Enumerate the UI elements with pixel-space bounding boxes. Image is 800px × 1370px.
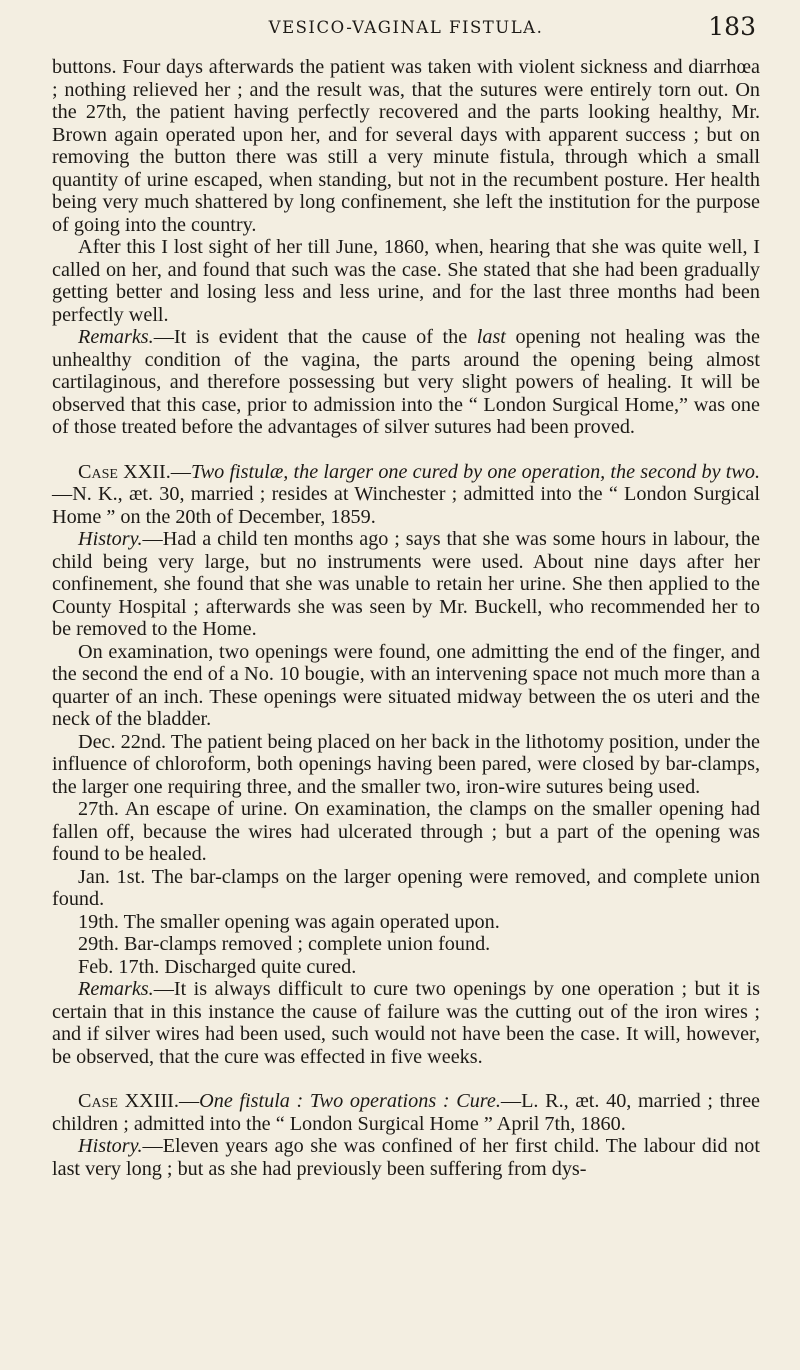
text-segment: —It is always difficult to cure two openings by one operation ; but it is certain that in this instance the cause of failure was the cutting out of the iron wires ; and if silver wires had been used, such would not have been the case. It will, however, be observed, that the cure was effected in five weeks.: [52, 978, 760, 1068]
paragraph-p2: [52, 236, 760, 326]
paragraph-p13: [52, 978, 760, 1068]
text-segment: XXII.—: [117, 460, 191, 483]
text-segment: Remarks.: [78, 978, 154, 1000]
text-segment: One fistula : Two operations : Cure.: [199, 1090, 501, 1112]
text-segment: XXIII.—: [117, 1090, 200, 1112]
paragraph-p7: [52, 731, 760, 799]
text-segment: Case: [78, 460, 118, 483]
paragraph-p8: [52, 798, 760, 866]
text-segment: History.: [78, 1135, 143, 1157]
paragraph-p5: [52, 528, 760, 641]
text-segment: Jan. 1st. The bar-clamps on the larger opening were removed, and complete union found.: [52, 865, 760, 910]
text-segment: —Eleven years ago she was confined of her first child. The labour did not last very long ; but as she had previously been suffering from dys-: [52, 1135, 760, 1180]
text-segment: 19th. The smaller opening was again operated upon.: [78, 910, 500, 933]
body-text: [52, 56, 760, 1180]
text-segment: last: [476, 326, 506, 348]
paragraph-p11: [52, 933, 760, 956]
paragraph-p15: [52, 1135, 760, 1180]
text-segment: —L. R., æt. 40, married ; three children ; admitted into the “ London Surgical Home ” April 7th, 1860.: [52, 1090, 760, 1135]
paragraph-p1: [52, 56, 760, 236]
text-segment: —N. K., æt. 30, married ; resides at Winchester ; admitted into the “ London Surgical Home ” on the 20th of December, 1859.: [52, 483, 760, 528]
running-head: [52, 12, 760, 56]
text-segment: 27th. An escape of urine. On examination, the clamps on the smaller opening had fallen off, because the wires had ulcerated through ; but a part of the opening was found to be healed.: [52, 798, 760, 865]
text-segment: Remarks.: [78, 326, 154, 348]
text-segment: opening not healing was the unhealthy condition of the vagina, the parts around the opening being almost cartilaginous, and therefore possessing but very slight powers of healing. It will be observed that this case, prior to admission into the “ London Surgical Home,” was one of those treated before the advantages of silver sutures had been proved.: [52, 326, 760, 438]
page-number: 183: [708, 12, 756, 41]
text-segment: Case: [78, 1090, 118, 1112]
text-segment: —Had a child ten months ago ; says that she was some hours in labour, the child being very large, but no instruments were used. About nine days after her confinement, she found that she was unable to retain her urine. She then applied to the County Hospital ; afterwards she was seen by Mr. Buckell, who recommended her to be removed to the Home.: [52, 528, 760, 640]
text-segment: After this I lost sight of her till June, 1860, when, hearing that she was quite well, I called on her, and found that such was the case. She stated that she had been gradually getting better and losing less and less urine, and for the last three months had been perfectly well.: [52, 236, 760, 326]
text-segment: Two fistulæ, the larger one cured by one operation, the second by two.: [190, 460, 761, 483]
text-segment: Dec. 22nd. The patient being placed on her back in the lithotomy position, under the influence of chloroform, both openings having been pared, were closed by bar-clamps, the larger one requiring three, and the smaller two, iron-wire sutures being used.: [52, 730, 760, 798]
running-title: VESICO-VAGINAL FISTULA.: [268, 18, 544, 37]
paragraph-p14: [52, 1090, 760, 1135]
text-segment: 29th. Bar-clamps removed ; complete union found.: [78, 933, 491, 955]
paragraph-p4: [52, 461, 760, 529]
paragraph-p10: [52, 911, 760, 934]
paragraph-p12: [52, 956, 760, 979]
paragraph-p9: [52, 866, 760, 911]
paragraph-p3: [52, 326, 760, 439]
text-segment: —It is evident that the cause of the: [153, 326, 477, 348]
text-segment: buttons. Four days afterwards the patient was taken with violent sickness and diarrhœa ; nothing relieved her ; and the result was, that the sutures were entirely torn out. On the 27th, the patient having perfectly recovered and the parts looking healthy, Mr. Brown again operated upon her, and for several days with apparent success ; but on removing the button there was still a very minute fistula, through which a small quantity of urine escaped, when standing, but not in the recumbent posture. Her health being very much shattered by long confinement, she left the institution for the purpose of going into the country.: [52, 56, 760, 236]
text-segment: On examination, two openings were found, one admitting the end of the finger, and the second the end of a No. 10 bougie, with an intervening space not much more than a quarter of an inch. These openings were situated midway between the os uteri and the neck of the bladder.: [52, 640, 760, 730]
text-segment: Feb. 17th. Discharged quite cured.: [78, 955, 357, 978]
paragraph-p6: [52, 641, 760, 731]
text-segment: History.: [78, 528, 143, 550]
